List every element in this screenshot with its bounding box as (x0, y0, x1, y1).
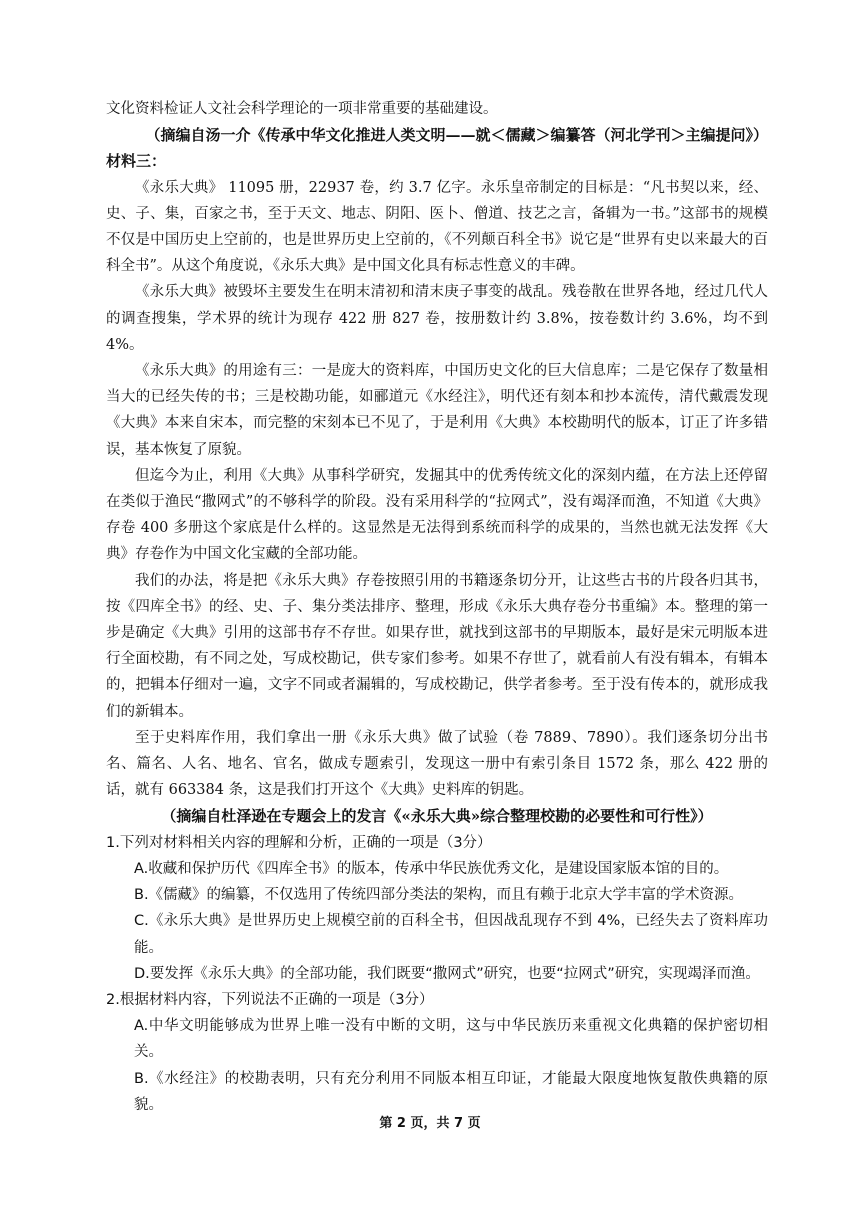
material3-paragraph: 至于史料库作用，我们拿出一册《永乐大典》做了试验（卷 7889、7890）。我们逐条切分出书名、篇名、人名、地名、官名，做成专题索引，发现这一册中有索引条目 1572 条，那么 422 册的话，就有 663384 条，这是我们打开这个《大典》史料库的钥匙。 (106, 729, 768, 799)
material2-source-citation: （摘编自汤一介《传承中华文化推进人类文明——就＜儒藏＞编纂答（河北学刊＞主编提问》） (145, 126, 768, 145)
question-2-stem: 2.根据材料内容，下列说法不正确的一项是（3分） (106, 991, 434, 1008)
material3-heading: 材料三： (106, 152, 167, 171)
material3-paragraph: 《永乐大典》被毁坏主要发生在明末清初和清末庚子事变的战乱。残卷散在世界各地，经过几代人的调查搜集，学术界的统计为现存 422 册 827 卷，按册数计约 3.8%，按卷数计约 3.6%，均不到 4%。 (106, 284, 768, 353)
material2-ending-text: 文化资料检证人文社会科学理论的一项非常重要的基础建设。 (106, 101, 498, 117)
question-1-option-b: B.《儒藏》的编纂，不仅选用了传统四部分类法的架构，而且有赖于北京大学丰富的学术资源。 (134, 887, 744, 904)
question-2-option-b: B.《水经注》的校勘表明，只有充分利用不同版本相互印证，才能最大限度地恢复散佚典籍的原貌。 (134, 1070, 768, 1113)
question-1-option-a: A.收藏和保护历代《四库全书》的版本，传承中华民族优秀文化，是建设国家版本馆的目的。 (134, 860, 729, 877)
material3-paragraph: 《永乐大典》的用途有三：一是庞大的资料库，中国历史文化的巨大信息库；二是它保存了数量相当大的已经失传的书；三是校勘功能，如郦道元《水经注》，明代还有刻本和抄本流传，清代戴震发现《大典》本来自宋本，而完整的宋刻本已不见了，于是利用《大典》本校勘明代的版本，订正了许多错误，基本恢复了原貌。 (106, 363, 768, 458)
question-2-option-a: A.中华文明能够成为世界上唯一没有中断的文明，这与中华民族历来重视文化典籍的保护密切相关。 (134, 1018, 768, 1061)
material3-paragraph: 《永乐大典》 11095 册，22937 卷，约 3.7 亿字。永乐皇帝制定的目标是：“凡书契以来，经、史、子、集，百家之书，至于天文、地志、阴阳、医卜、僧道、技艺之言，备辑为一书。”这部书的规模不仅是中国历史上空前的，也是世界历史上空前的，《不列颠百科全书》说它是“世界有史以来最大的百科全书”。从这个角度说，《永乐大典》是中国文化具有标志性意义的丰碑。 (106, 179, 768, 275)
material3-paragraph: 但迄今为止，利用《大典》从事科学研究，发掘其中的优秀传统文化的深刻内蕴，在方法上还停留在类似于渔民“撒网式”的不够科学的阶段。没有采用科学的“拉网式”，没有竭泽而渔，不知道《大典》存卷 400 多册这个家底是什么样的。这显然是无法得到系统而科学的成果的，当然也就无法发挥《大典》存卷作为中国文化宝藏的全部功能。 (106, 467, 768, 563)
question-1-option-c: C.《永乐大典》是世界历史上规模空前的百科全书，但因战乱现存不到 4%，已经失去了资料库功能。 (134, 913, 768, 956)
material3-paragraph: 我们的办法，将是把《永乐大典》存卷按照引用的书籍逐条切分开，让这些古书的片段各归其书，按《四库全书》的经、史、子、集分类法排序、整理，形成《永乐大典存卷分书重编》本。整理的第一步是确定《大典》引用的这部书存不存世。如果存世，就找到这部书的早期版本，最好是宋元明版本进行全面校勘，有不同之处，写成校勘记，供专家们参考。如果不存世了，就看前人有没有辑本，有辑本的，把辑本仔细对一遍，文字不同或者漏辑的，写成校勘记，供学者参考。至于没有传本的，就形成我们的新辑本。 (106, 572, 768, 720)
document-body (106, 96, 768, 1118)
material3-source-citation: （摘编自杜泽逊在专题会上的发言《«永乐大典»综合整理校勘的必要性和可行性》） (161, 807, 713, 826)
page-number-footer: 第 2 页，共 7 页 (379, 1116, 481, 1131)
question-1-option-d: D.要发挥《永乐大典》的全部功能，我们既要“撒网式”研究，也要“拉网式”研究，实现竭泽而渔。 (134, 965, 760, 982)
question-1-stem: 1.下列对材料相关内容的理解和分析，正确的一项是（3分） (106, 834, 492, 851)
